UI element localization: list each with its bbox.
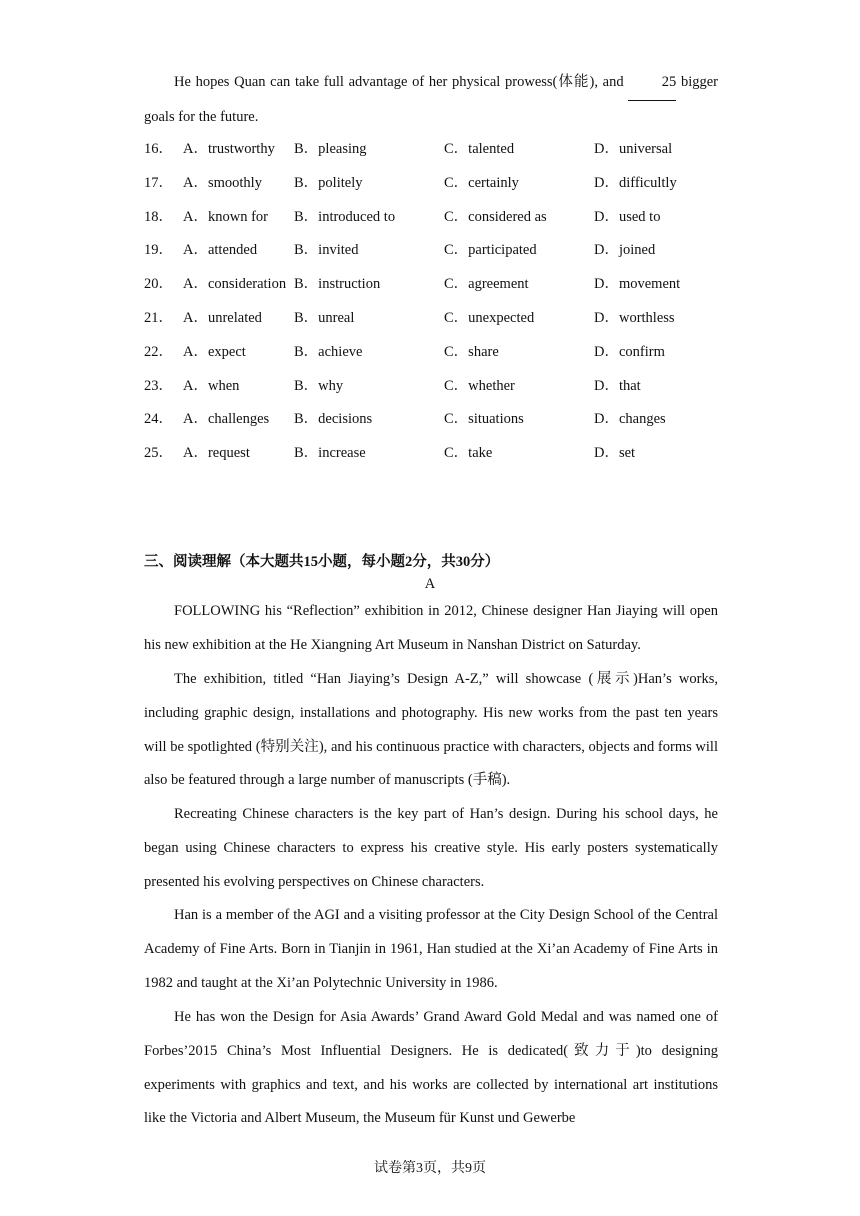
option-c: C．certainly: [444, 174, 519, 191]
passage-paragraph-5: He has won the Design for Asia Awards’ Grand Award Gold Medal and was named one of Forbes’2015 China’s Most Influential Designers. He is dedicated(致力于)to designing experiments with graphics and text, and his works are collected by international art institutions like the Victoria and Albert Museum, the Museum für Kunst und Gewerbe: [144, 1009, 718, 1127]
question-row: [144, 234, 744, 268]
option-c: C．talented: [444, 141, 515, 157]
option-d: D．set: [594, 445, 636, 462]
question-row: [144, 268, 744, 302]
option-a: A．expect: [183, 343, 246, 360]
option-a: A．when: [183, 377, 240, 394]
option-c: C．unexpected: [444, 309, 535, 326]
question-number: 25．: [144, 445, 173, 462]
question-row: [144, 201, 744, 235]
option-d: D．used to: [594, 208, 661, 225]
option-c: C．considered as: [444, 208, 547, 225]
option-c: C．agreement: [444, 276, 529, 293]
passage-label: A: [424, 576, 436, 592]
option-b: B．why: [294, 377, 344, 394]
question-number: 22．: [144, 343, 173, 360]
option-a: A．attended: [183, 242, 258, 259]
question-row: [144, 437, 744, 471]
option-b: B．instruction: [294, 276, 381, 293]
passage-paragraph-2: The exhibition, titled “Han Jiaying’s Design A-Z,” will showcase (展示)Han’s works, including graphic design, installations and photography. His new works from the past ten years will be spotlighted (特别关注), and his continuous practice with characters, objects and forms will also be featured through a large number of manuscripts (手稿).: [144, 671, 718, 789]
passage-paragraph-3: Recreating Chinese characters is the key part of Han’s design. During his school days, he began using Chinese characters to express his creative style. His early posters systematically presented his evolving perspectives on Chinese characters.: [144, 806, 718, 890]
option-d: D．movement: [594, 276, 681, 293]
option-c: C．participated: [444, 242, 537, 259]
option-b: B．increase: [294, 445, 366, 462]
question-number: 16．: [144, 141, 173, 157]
option-a: A．challenges: [183, 411, 270, 428]
option-d: D．that: [594, 377, 641, 394]
option-a: A．request: [183, 445, 250, 462]
question-row: [144, 336, 744, 370]
option-c: C．take: [444, 445, 493, 462]
question-row: [144, 133, 744, 167]
option-c: C．situations: [444, 411, 524, 428]
option-d: D．universal: [594, 141, 673, 157]
option-d: D．confirm: [594, 343, 665, 360]
question-number: 17．: [144, 174, 173, 191]
question-row: [144, 302, 744, 336]
question-number: 24．: [144, 411, 173, 428]
section-title: 三、阅读理解（本大题共15小题，每小题2分，共30分）: [144, 554, 500, 570]
passage-paragraph-4: Han is a member of the AGI and a visiting professor at the City Design School of the Central Academy of Fine Arts. Born in Tianjin in 1961, Han studied at the Xi’an Academy of Fine Arts in 1982 and taught at the Xi’an Polytechnic University in 1986.: [144, 907, 718, 991]
option-b: B．politely: [294, 174, 363, 191]
option-b: B．introduced to: [294, 208, 396, 225]
option-a: A．trustworthy: [183, 141, 275, 157]
option-a: A．smoothly: [183, 174, 262, 191]
option-b: B．unreal: [294, 309, 355, 326]
page-footer: 试卷第3页，共9页: [374, 1161, 486, 1176]
question-number: 21．: [144, 309, 173, 326]
option-b: B．pleasing: [294, 141, 367, 157]
question-number: 19．: [144, 242, 173, 259]
option-a: A．unrelated: [183, 309, 262, 326]
intro-text-before-blank: He hopes Quan can take full advantage of her physical prowess(体能), and: [174, 74, 629, 90]
option-d: D．worthless: [594, 309, 675, 326]
option-b: B．invited: [294, 242, 359, 259]
intro-paragraph: [144, 66, 718, 135]
option-d: D．joined: [594, 242, 656, 259]
option-b: B．achieve: [294, 343, 363, 360]
question-row: [144, 403, 744, 437]
question-row: [144, 370, 744, 404]
option-d: D．difficultly: [594, 174, 677, 191]
question-number: 18．: [144, 208, 173, 225]
option-a: A．known for: [183, 208, 268, 225]
option-b: B．decisions: [294, 411, 373, 428]
question-row: [144, 167, 744, 201]
option-a: A．consideration: [183, 276, 287, 293]
option-d: D．changes: [594, 411, 666, 428]
question-options-list: [144, 133, 744, 471]
intro-text-after-blank: bigger goals for the future.: [144, 74, 719, 125]
answer-blank-25: 25: [628, 66, 676, 101]
option-c: C．whether: [444, 377, 515, 394]
question-number: 20．: [144, 276, 173, 293]
question-number: 23．: [144, 377, 173, 394]
option-c: C．share: [444, 343, 499, 360]
passage-paragraph-1: FOLLOWING his “Reflection” exhibition in 2012, Chinese designer Han Jiaying will open his new exhibition at the He Xiangning Art Museum in Nanshan District on Saturday.: [144, 603, 718, 653]
